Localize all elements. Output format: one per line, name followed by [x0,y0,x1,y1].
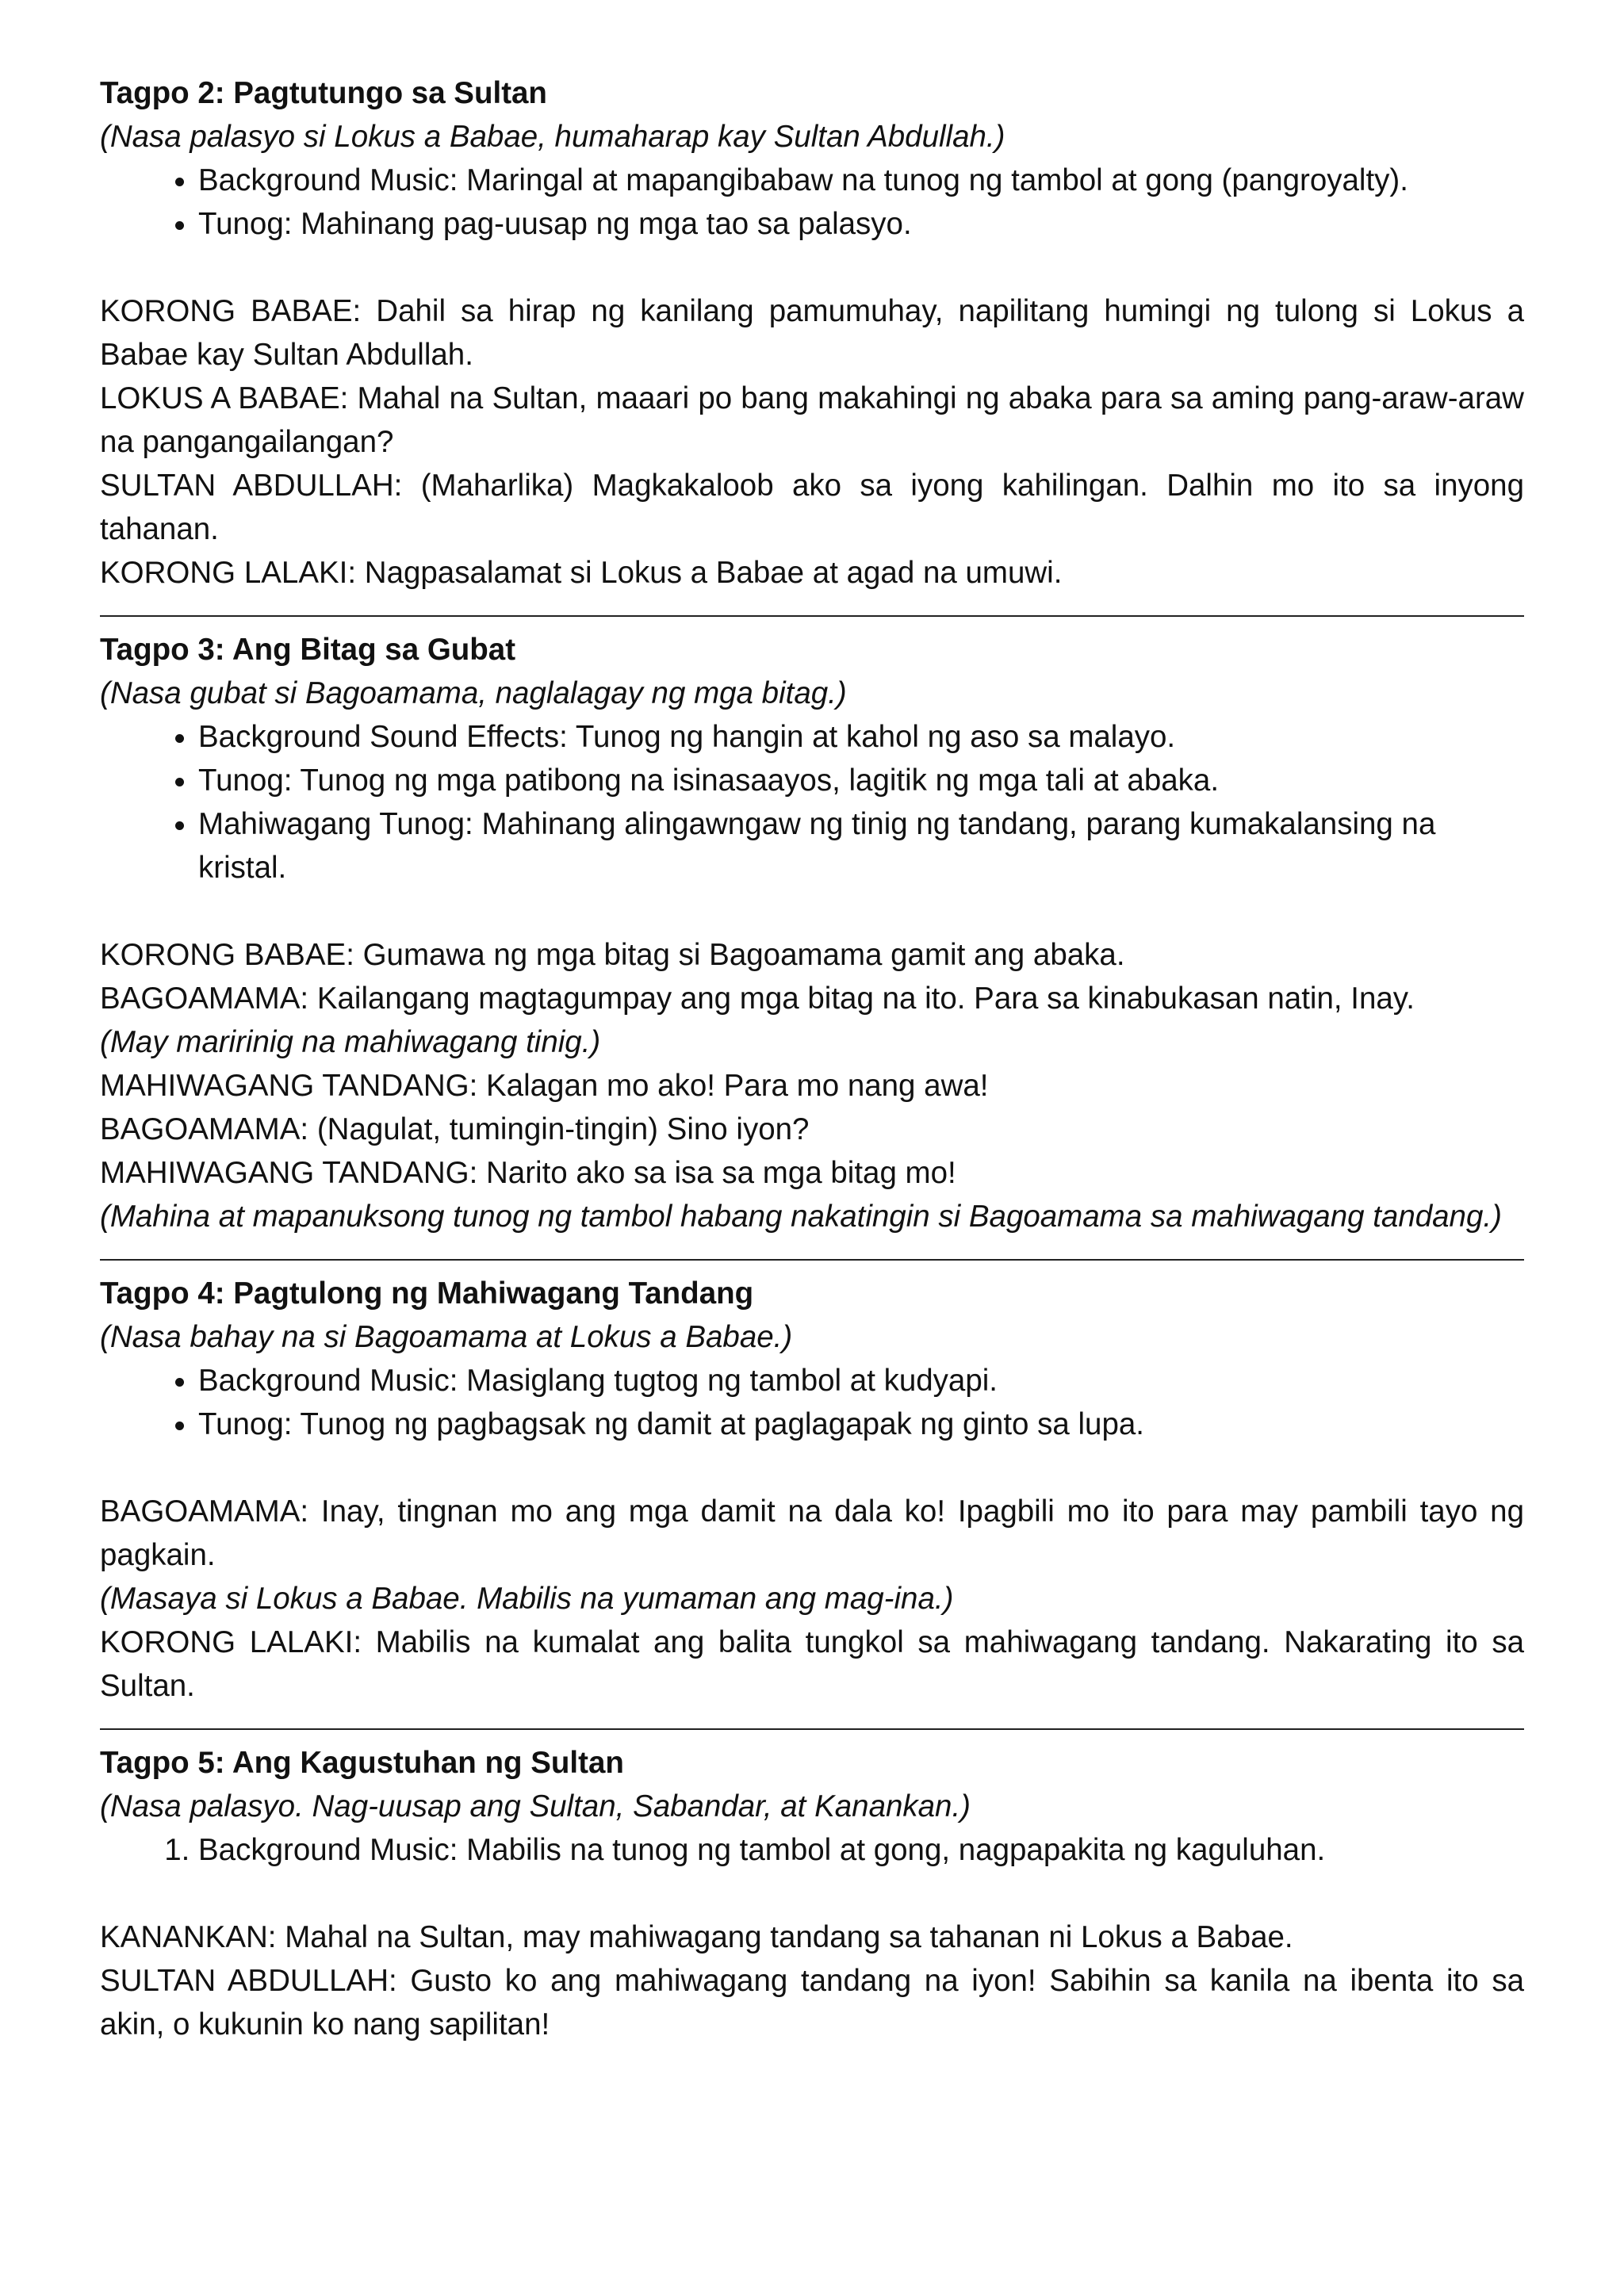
scene-heading: Tagpo 4: Pagtulong ng Mahiwagang Tandang [100,1276,754,1311]
document-page [100,71,1524,2046]
sound-cue: • Background Music: Maringal at mapangibabaw na tunog ng tambol at gong (pangroyalty). [198,159,1524,202]
section-divider [100,615,1524,617]
stage-direction: (Nasa gubat si Bagoamama, naglalagay ng mga bitag.) [100,676,847,710]
stage-direction: (Nasa palasyo si Lokus a Babae, humaharap kay Sultan Abdullah.) [100,120,1005,154]
scene-heading: Tagpo 5: Ang Kagustuhan ng Sultan [100,1746,624,1780]
dialogue-line: KORONG LALAKI: Mabilis na kumalat ang balita tungkol sa mahiwagang tandang. Nakarating ito sa Sultan. [100,1625,1524,1703]
dialogue-line: BAGOAMAMA: Inay, tingnan mo ang mga damit na dala ko! Ipagbili mo ito para may pambili tayo ng pagkain. [100,1494,1524,1572]
dialogue-line: SULTAN ABDULLAH: Gusto ko ang mahiwagang tandang na iyon! Sabihin sa kanila na ibenta ito sa akin, o kukunin ko nang sapilitan! [100,1964,1524,2042]
scene-5 [100,1741,1524,2046]
dialogue-line: MAHIWAGANG TANDANG: Narito ako sa isa sa mga bitag mo! [100,1156,956,1190]
dialogue-line: KORONG BABAE: Dahil sa hirap ng kanilang pamumuhay, napilitang humingi ng tulong si Lokus a Babae kay Sultan Abdullah. [100,294,1524,372]
sound-cue-list [100,159,1524,246]
sound-cue-list [100,1359,1524,1446]
stage-direction: (Nasa palasyo. Nag-uusap ang Sultan, Sabandar, at Kanankan.) [100,1789,971,1823]
sound-cue: • Tunog: Tunog ng pagbagsak ng damit at paglagapak ng ginto sa lupa. [198,1402,1524,1446]
dialogue-line: BAGOAMAMA: Kailangang magtagumpay ang mga bitag na ito. Para sa kinabukasan natin, Inay. [100,982,1415,1016]
scene-4 [100,1272,1524,1708]
stage-direction: (Masaya si Lokus a Babae. Mabilis na yumaman ang mag-ina.) [100,1582,954,1616]
dialogue-line: LOKUS A BABAE: Mahal na Sultan, maaari po bang makahingi ng abaka para sa aming pang-araw-araw na pangangailangan? [100,381,1524,459]
section-divider [100,1728,1524,1730]
dialogue-line: SULTAN ABDULLAH: (Maharlika) Magkakaloob ako sa iyong kahilingan. Dalhin mo ito sa inyong tahanan. [100,469,1524,546]
sound-cue: • Background Sound Effects: Tunog ng hangin at kahol ng aso sa malayo. [198,715,1524,759]
sound-cue: • Tunog: Mahinang pag-uusap ng mga tao sa palasyo. [198,202,1524,246]
sound-cue-list [100,1828,1524,1872]
sound-cue-list [100,715,1524,890]
sound-cue: • Background Music: Masiglang tugtog ng tambol at kudyapi. [198,1359,1524,1402]
dialogue-line: KANANKAN: Mahal na Sultan, may mahiwagang tandang sa tahanan ni Lokus a Babae. [100,1920,1293,1954]
scene-heading: Tagpo 3: Ang Bitag sa Gubat [100,633,516,667]
section-divider [100,1259,1524,1261]
sound-cue: • Mahiwagang Tunog: Mahinang alingawngaw ng tinig ng tandang, parang kumakalansing na kristal. [198,802,1524,890]
dialogue-line: MAHIWAGANG TANDANG: Kalagan mo ako! Para mo nang awa! [100,1069,989,1103]
sound-cue: 1. Background Music: Mabilis na tunog ng tambol at gong, nagpapakita ng kaguluhan. [198,1828,1524,1872]
stage-direction: (Nasa bahay na si Bagoamama at Lokus a Babae.) [100,1320,793,1354]
scene-2 [100,71,1524,595]
sound-cue: • Tunog: Tunog ng mga patibong na isinasaayos, lagitik ng mga tali at abaka. [198,759,1524,802]
scene-heading: Tagpo 2: Pagtutungo sa Sultan [100,76,547,110]
scene-3 [100,628,1524,1238]
dialogue-line: BAGOAMAMA: (Nagulat, tumingin-tingin) Sino iyon? [100,1112,810,1146]
stage-direction: (May maririnig na mahiwagang tinig.) [100,1025,601,1059]
dialogue-line: KORONG BABAE: Gumawa ng mga bitag si Bagoamama gamit ang abaka. [100,938,1125,972]
dialogue-line: KORONG LALAKI: Nagpasalamat si Lokus a Babae at agad na umuwi. [100,556,1063,590]
stage-direction: (Mahina at mapanuksong tunog ng tambol habang nakatingin si Bagoamama sa mahiwagang tandang.) [100,1200,1502,1234]
